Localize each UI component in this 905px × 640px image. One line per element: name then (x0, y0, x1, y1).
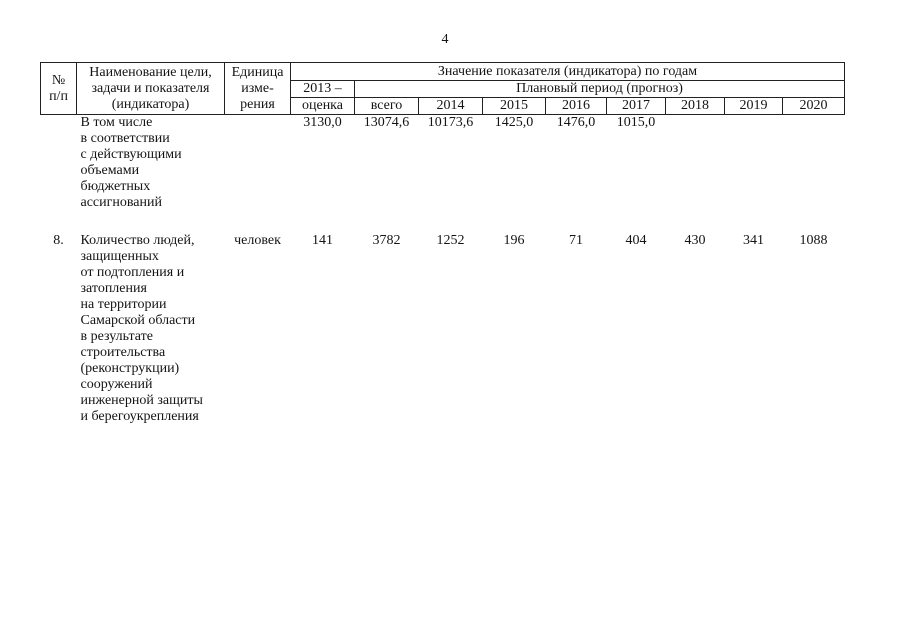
row-value: 13074,6 (363, 115, 410, 130)
row-value: 341 (743, 233, 764, 248)
row-value: 141 (312, 233, 333, 248)
header-year: 2020 (783, 98, 845, 115)
row-value (666, 115, 725, 212)
row-value: 10173,6 (427, 115, 474, 130)
row-value (725, 115, 783, 212)
header-planned-group: Плановый период (прогноз) (355, 81, 845, 98)
row-number: 8. (53, 233, 64, 248)
row-value: 404 (625, 233, 647, 248)
header-year: 2017 (607, 98, 666, 115)
row-spacer (41, 211, 845, 233)
row-value: 196 (503, 233, 525, 248)
row-name: Количество людей, защищенных от подтопления и затопления на территории Самарской области в результате строительства (реконструкции) сооружений инженерной защиты и берегоукрепления (80, 233, 203, 424)
header-number: № п/п (41, 63, 77, 115)
table-row (41, 233, 845, 425)
header-year: 2014 (419, 98, 483, 115)
row-value: 1252 (436, 233, 465, 248)
row-name: В том числе в соответствии с действующими объемами бюджетных ассигнований (80, 115, 182, 210)
row-value: 3782 (372, 233, 401, 248)
row-unit (225, 115, 291, 212)
header-unit: Единица изме- рения (225, 63, 291, 115)
row-number (41, 115, 77, 212)
row-value (783, 115, 845, 212)
header-name: Наименование цели, задачи и показателя (индикатора) (77, 63, 225, 115)
row-value: 71 (569, 233, 583, 248)
header-estimate-bottom: оценка (291, 98, 355, 115)
table-row (41, 115, 845, 212)
header-year: 2018 (666, 98, 725, 115)
row-unit: человек (234, 233, 281, 248)
row-value: 1476,0 (556, 115, 596, 130)
header-estimate-top: 2013 – (291, 81, 355, 98)
row-value: 3130,0 (303, 115, 342, 130)
header-year: 2019 (725, 98, 783, 115)
header-year: 2016 (546, 98, 607, 115)
row-value: 1015,0 (616, 115, 656, 130)
indicator-table-wrapper (40, 62, 845, 425)
page-number: 4 (441, 32, 449, 47)
indicator-table (40, 62, 845, 425)
header-values-group: Значение показателя (индикатора) по годам (291, 63, 845, 81)
row-value: 1088 (799, 233, 828, 248)
header-total: всего (355, 98, 419, 115)
row-value: 1425,0 (494, 115, 534, 130)
header-year: 2015 (483, 98, 546, 115)
row-value: 430 (684, 233, 706, 248)
